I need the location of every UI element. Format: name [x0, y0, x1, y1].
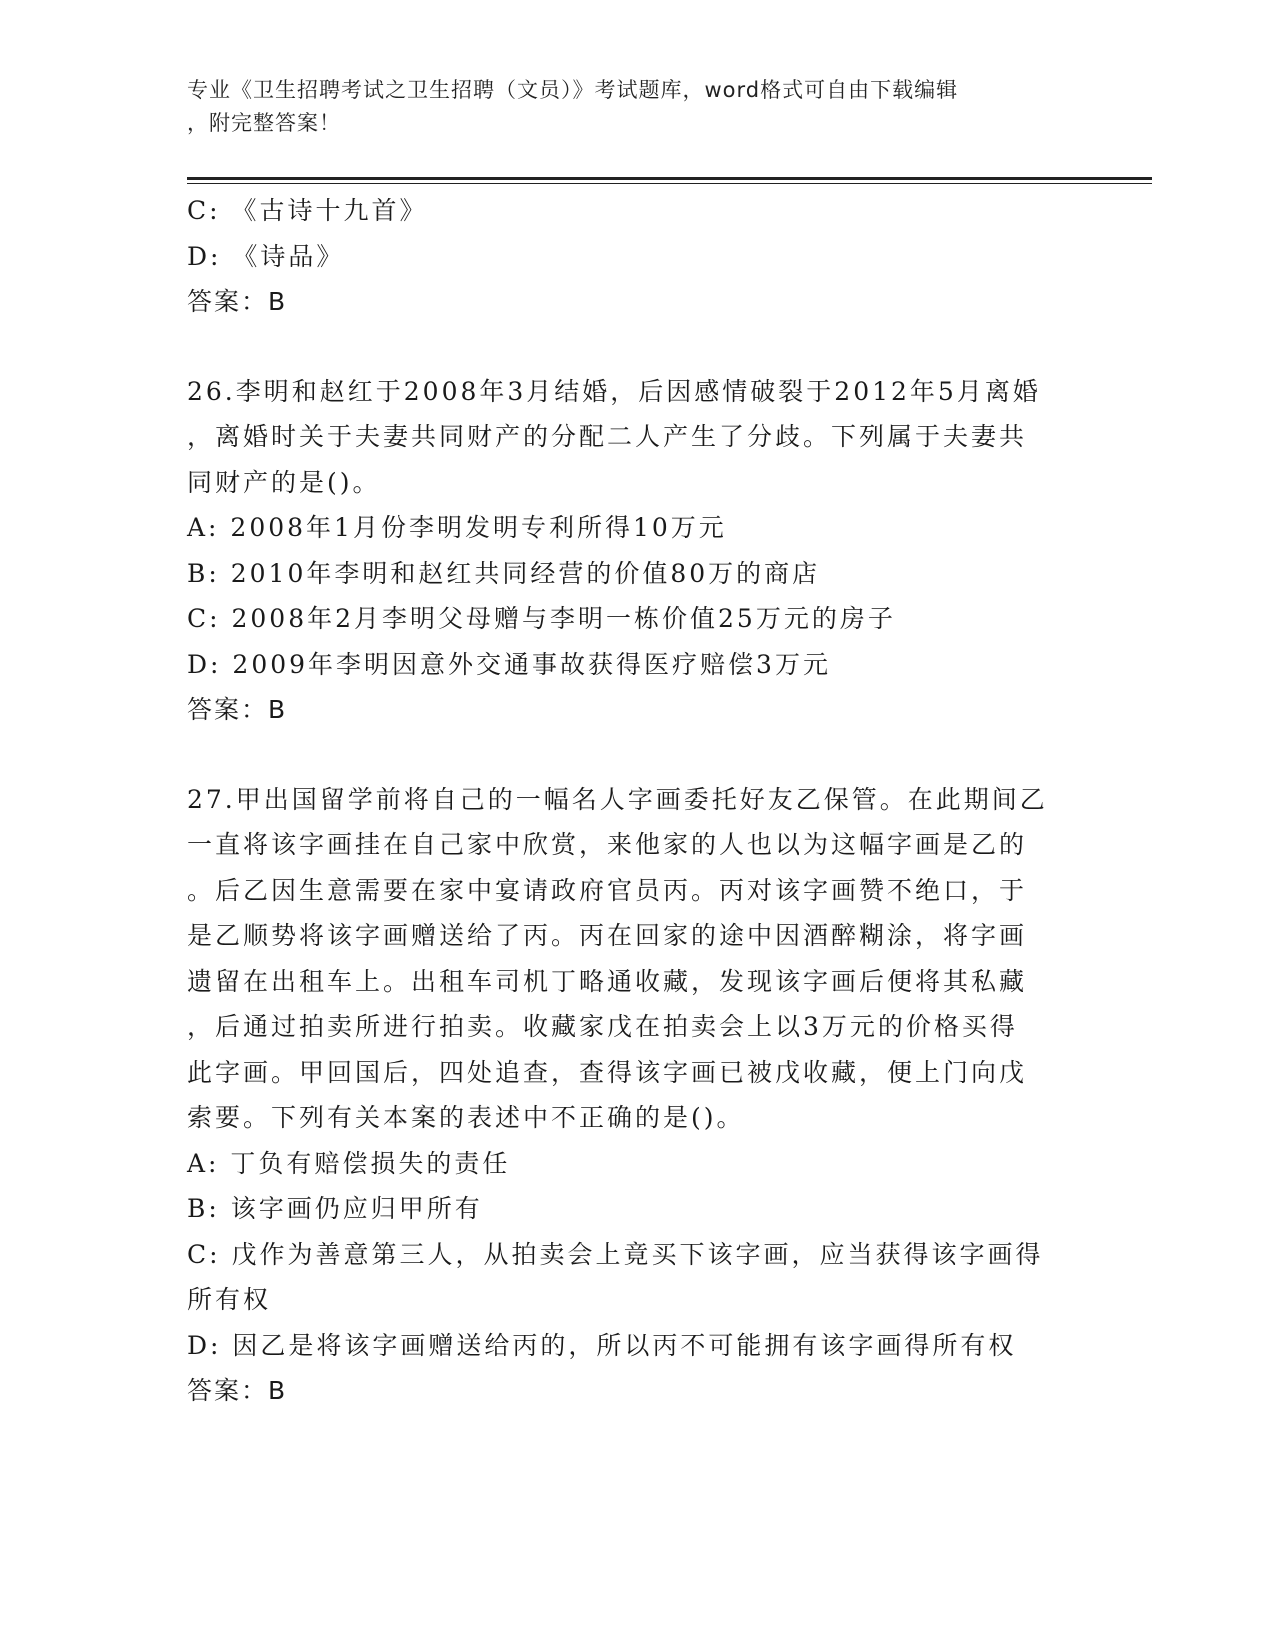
question-stem-line: 是乙顺势将该字画赠送给了丙。丙在回家的途中因酒醉糊涂，将字画: [187, 921, 1028, 950]
option-b: B: 该字画仍应归甲所有: [187, 1194, 483, 1223]
header-rule-thick: [187, 177, 1152, 180]
option-c: C: 《古诗十九首》: [187, 196, 428, 225]
question-stem-line: 遗留在出租车上。出租车司机丁略通收藏，发现该字画后便将其私藏: [187, 966, 1028, 996]
page-content: [187, 188, 1067, 1414]
answer-line: 答案：B: [187, 287, 288, 316]
option-c-line-2: 所有权: [187, 1285, 272, 1314]
header-line-1: 专业《卫生招聘考试之卫生招聘（文员）》考试题库，word格式可自由下载编辑: [187, 78, 959, 102]
option-d: D: 《诗品》: [187, 241, 345, 271]
header-line-2: ，附完整答案！: [187, 111, 341, 135]
question-stem-line: 索要。下列有关本案的表述中不正确的是()。: [187, 1103, 745, 1132]
question-stem-line: 此字画。甲回国后，四处追查，查得该字画已被戊收藏，便上门向戊: [187, 1057, 1028, 1087]
header-rule-thin: [187, 183, 1152, 184]
question-stem-line: ，后通过拍卖所进行拍卖。收藏家戊在拍卖会上以3万元的价格买得: [187, 1012, 1018, 1041]
question-stem-line: 27.甲出国留学前将自己的一幅名人字画委托好友乙保管。在此期间乙: [187, 784, 1048, 814]
question-27: [187, 777, 1067, 1414]
page-header: [187, 74, 1067, 140]
option-c: C: 2008年2月李明父母赠与李明一栋价值25万元的房子: [187, 604, 896, 633]
spacer: [187, 325, 1067, 369]
spacer: [187, 733, 1067, 777]
option-a: A: 2008年1月份李明发明专利所得10万元: [187, 513, 727, 542]
option-d: D: 因乙是将该字画赠送给丙的，所以丙不可能拥有该字画得所有权: [187, 1330, 1017, 1360]
question-stem-line: 同财产的是()。: [187, 467, 381, 497]
question-stem-line: 。后乙因生意需要在家中宴请政府官员丙。丙对该字画赞不绝口，于: [187, 875, 1028, 905]
previous-question-tail: [187, 188, 1067, 325]
answer-line: 答案：B: [187, 695, 288, 724]
question-stem-line: ，离婚时关于夫妻共同财产的分配二人产生了分歧。下列属于夫妻共: [187, 422, 1028, 451]
question-26: [187, 369, 1067, 733]
option-b: B: 2010年李明和赵红共同经营的价值80万的商店: [187, 558, 821, 588]
option-c-line-1: C: 戊作为善意第三人，从拍卖会上竟买下该字画，应当获得该字画得: [187, 1239, 1044, 1269]
question-stem-line: 26.李明和赵红于2008年3月结婚，后因感情破裂于2012年5月离婚: [187, 376, 1041, 406]
option-a: A: 丁负有赔偿损失的责任: [187, 1148, 511, 1178]
option-d: D: 2009年李明因意外交通事故获得医疗赔偿3万元: [187, 649, 831, 679]
answer-line: 答案：B: [187, 1376, 288, 1405]
question-stem-line: 一直将该字画挂在自己家中欣赏，来他家的人也以为这幅字画是乙的: [187, 830, 1028, 859]
